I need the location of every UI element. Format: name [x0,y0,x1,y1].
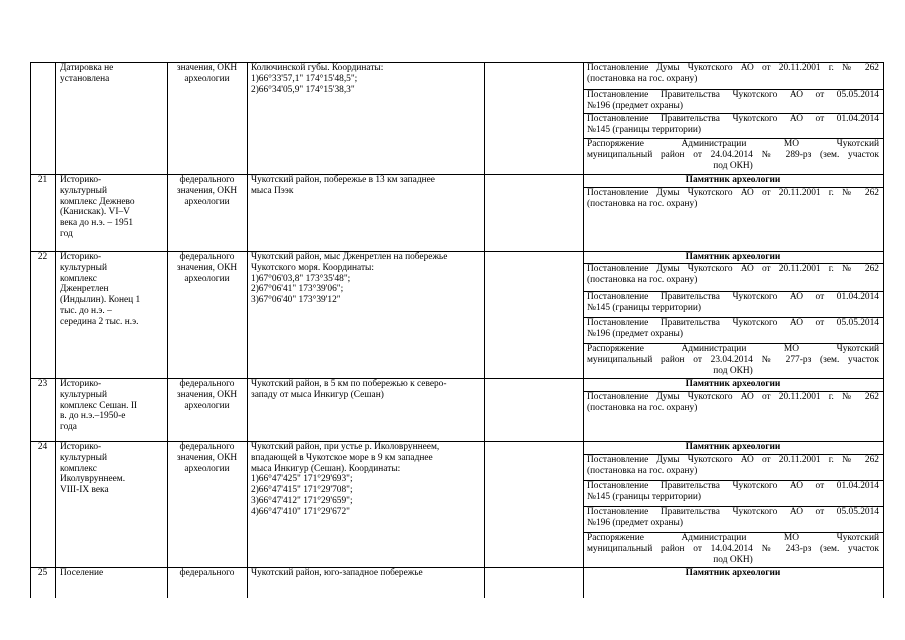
legal-document-text: Постановление Правительства Чукотского АО от 01.04.2014 [587,114,879,124]
legal-document-text: муниципальный район от 24.04.2014 № 289-рз (зем. участок [587,149,879,160]
monument-location: Чукотский район, при устье р. Иколовруннеем, [251,442,440,452]
legal-document-text: №196 (предмет охраны) [587,517,683,528]
legal-document-text: Постановление Думы Чукотского АО от 20.11.2001 г. № 262 [587,63,879,73]
row-number: 23 [37,379,48,389]
monument-category: археологии [184,196,230,207]
monument-location: 2)67°06'41" 173°39'06"; [251,284,344,295]
monument-category: археологии [184,273,230,284]
doc-section-header: Памятник археологии [685,252,781,262]
legal-document-text: (постановка на гос. охрану) [587,465,698,476]
row-number: 25 [37,568,48,578]
legal-document-text: Постановление Думы Чукотского АО от 20.11.2001 г. № 262 [587,188,879,198]
monument-name: века до н.э. – 1951 [60,218,134,229]
monument-location: 2)66°34'05,9" 174°15'38,3" [251,84,355,95]
monument-name: Датировка не [60,63,114,73]
doc-section-header: Памятник археологии [685,568,781,578]
legal-document-text: под ОКН) [713,365,753,376]
legal-document-text: Постановление Правительства Чукотского АО от 05.05.2014 [587,90,879,100]
monument-location: 3)67°06'40" 173°39'12" [251,295,341,306]
monument-name: (Индылин). Конец 1 [60,295,141,306]
monument-category: значения, ОКН [176,185,238,196]
row-number: 22 [37,252,48,262]
monument-name: тыс. до н.э. – [60,306,112,316]
monument-name: Историко- [60,442,102,452]
monument-name: Дженретлен [60,284,109,295]
legal-document-text: (постановка на гос. охрану) [587,274,698,285]
doc-section-header: Памятник археологии [685,379,781,389]
column-border-3 [247,62,248,598]
legal-document-text: Постановление Правительства Чукотского АО от 05.05.2014 [587,507,879,517]
monument-location: Чукотского моря. Координаты: [251,262,374,273]
legal-document-text: Распоряжение Администрации МО Чукотский [587,533,879,543]
monument-location: Чукотский район, юго-западное побережье [251,568,423,578]
monument-name: (Канискак). VI–V [60,207,130,218]
monument-name: VIII-IX века [60,485,109,496]
legal-document-text: под ОКН) [713,160,753,171]
monument-location: 4)66°47'410" 171°29'672" [251,506,350,517]
monument-name: культурный [60,262,107,273]
monument-name: культурный [60,389,107,400]
monument-category: федерального [179,379,235,389]
monument-location: Колючинской губы. Координаты: [251,63,384,73]
monument-name: года [60,422,77,433]
monument-category: археологии [184,73,230,84]
monument-name: Поселение [60,568,104,578]
monument-category: федерального [179,568,235,578]
legal-document-text: №145 (границы территории) [587,491,702,502]
column-border-4 [484,62,485,598]
legal-document-text: №196 (предмет охраны) [587,328,683,339]
legal-document-text: Постановление Думы Чукотского АО от 20.11.2001 г. № 262 [587,392,879,402]
monument-name: комплекс [60,463,97,474]
monument-category: значения, ОКН [176,452,238,463]
monument-category: значения, ОКН [176,262,238,273]
monument-location: мыса Пээк [251,185,294,196]
legal-document-text: №196 (предмет охраны) [587,100,683,111]
monument-location: Чукотский район, побережье в 13 км западнее [251,175,435,185]
monument-name: культурный [60,452,107,463]
monument-category: значения, ОКН [176,63,238,73]
legal-document-text: (постановка на гос. охрану) [587,402,698,413]
monument-name: комплекс [60,273,97,284]
legal-document-text: (постановка на гос. охрану) [587,198,698,209]
monument-location: 3)66°47'412" 171°29'659"; [251,496,353,506]
column-border-1 [55,62,56,598]
legal-document-text: Постановление Правительства Чукотского АО от 01.04.2014 [587,481,879,491]
monument-name: культурный [60,185,107,196]
monument-category: федерального [179,442,235,452]
monument-category: значения, ОКН [176,389,238,400]
monument-category: федерального [179,252,235,262]
doc-section-header: Памятник археологии [685,442,781,452]
legal-document-text: Распоряжение Администрации МО Чукотский [587,139,879,149]
legal-document-text: Постановление Думы Чукотского АО от 20.11.2001 г. № 262 [587,455,879,465]
legal-document-text: №145 (границы территории) [587,124,702,135]
monument-location: Чукотский район, в 5 км по побережью к северо- [251,379,447,389]
column-border-5 [583,62,584,598]
monument-name: Историко- [60,175,102,185]
monument-location: впадающей в Чукотское море в 9 км западнее [251,452,433,463]
monument-location: западу от мыса Инкигур (Сешан) [251,389,384,400]
monument-name: Иколувруннеем. [60,474,126,485]
legal-document-text: Постановление Правительства Чукотского АО от 05.05.2014 [587,318,879,328]
legal-document-text: (постановка на гос. охрану) [587,73,698,84]
monument-name: год [60,229,73,239]
monument-category: федерального [179,175,235,185]
monument-name: комплекс Сешан. II [60,400,138,411]
monument-location: 1)66°33'57,1" 174°15'48,5"; [251,73,358,84]
monument-name: в. до н.э.–1950-е [60,411,126,422]
row-number: 21 [37,175,48,185]
monument-location: 1)67°06'03,8" 173°35'48"; [251,273,351,284]
monument-location: мыса Инкигур (Сешан). Координаты: [251,463,401,474]
column-border-0 [30,62,31,598]
legal-document-text: муниципальный район от 23.04.2014 № 277-рз (зем. участок [587,354,879,365]
column-border-6 [883,62,884,598]
monument-name: комплекс Дежнево [60,196,135,207]
column-border-2 [167,62,168,598]
monument-location: Чукотский район, мыс Дженретлен на побережье [251,252,448,262]
monument-name: Историко- [60,379,102,389]
row-number: 24 [37,442,48,452]
monument-location: 1)66°47'425" 171°29'693"; [251,474,353,485]
legal-document-text: Постановление Правительства Чукотского АО от 01.04.2014 [587,292,879,302]
monument-name: середина 2 тыс. н.э. [60,316,139,327]
monument-location: 2)66°47'415" 171°29'708"; [251,485,353,496]
legal-document-text: муниципальный район от 14.04.2014 № 243-рз (зем. участок [587,543,879,554]
doc-section-header: Памятник археологии [685,175,781,185]
legal-document-text: №145 (границы территории) [587,302,702,313]
legal-document-text: под ОКН) [713,554,753,565]
legal-document-text: Распоряжение Администрации МО Чукотский [587,344,879,354]
monument-category: археологии [184,463,230,474]
monument-name: Историко- [60,252,102,262]
monument-category: археологии [184,400,230,411]
legal-document-text: Постановление Думы Чукотского АО от 20.11.2001 г. № 262 [587,264,879,274]
monument-name: установлена [60,73,110,84]
